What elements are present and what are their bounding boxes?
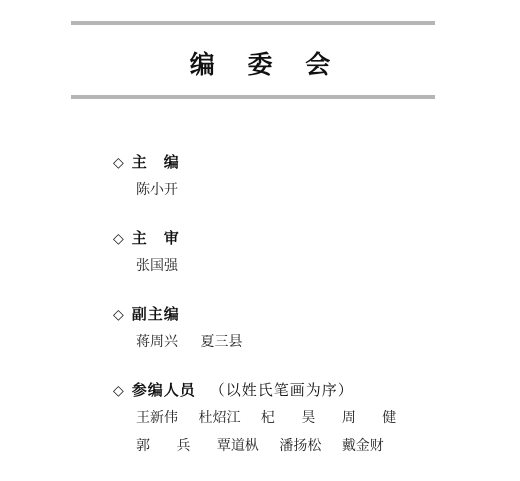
person-name: 兵 <box>176 438 191 454</box>
names-list <box>113 331 260 353</box>
section-heading <box>113 151 196 173</box>
section-label: 主 审 <box>131 229 180 247</box>
names-row-2 <box>113 435 412 457</box>
section-label: 副主编 <box>131 305 180 323</box>
page-title: 编 委 会 <box>189 50 343 79</box>
diamond-icon: ◇ <box>113 155 124 171</box>
person-name: 戴金财 <box>341 438 384 454</box>
person-name: 王新伟 <box>136 410 178 426</box>
top-divider <box>71 21 435 25</box>
diamond-icon: ◇ <box>113 383 124 399</box>
person-name: 蒋周兴 <box>136 334 178 350</box>
person-name: 昊 <box>301 410 316 426</box>
section-label: 参编人员 <box>131 381 196 399</box>
section-chief-reviewer <box>113 227 196 277</box>
section-label: 主 编 <box>131 153 180 171</box>
person-name: 周 <box>341 410 356 426</box>
names-list <box>113 255 196 277</box>
section-associate-editor <box>113 303 260 353</box>
section-contributors <box>113 379 412 457</box>
section-heading <box>113 379 412 401</box>
diamond-icon: ◇ <box>113 231 124 247</box>
section-chief-editor <box>113 151 196 201</box>
person-name: 杜炤江 <box>198 410 241 426</box>
names-list <box>113 179 196 201</box>
bottom-divider <box>71 95 435 99</box>
section-heading <box>113 227 196 249</box>
person-name: 覃道枞 <box>216 438 259 454</box>
person-name: 郭 <box>136 438 150 454</box>
person-name: 陈小开 <box>136 182 178 198</box>
person-name: 健 <box>382 410 397 426</box>
person-name: 杞 <box>260 410 275 426</box>
person-name: 潘扬松 <box>279 438 322 454</box>
diamond-icon: ◇ <box>113 307 124 323</box>
person-name: 张国强 <box>136 258 178 274</box>
person-name: 夏三县 <box>200 334 243 350</box>
names-row-1 <box>113 407 412 429</box>
section-heading <box>113 303 260 325</box>
ordering-note: （以姓氏笔画为序） <box>209 381 354 399</box>
